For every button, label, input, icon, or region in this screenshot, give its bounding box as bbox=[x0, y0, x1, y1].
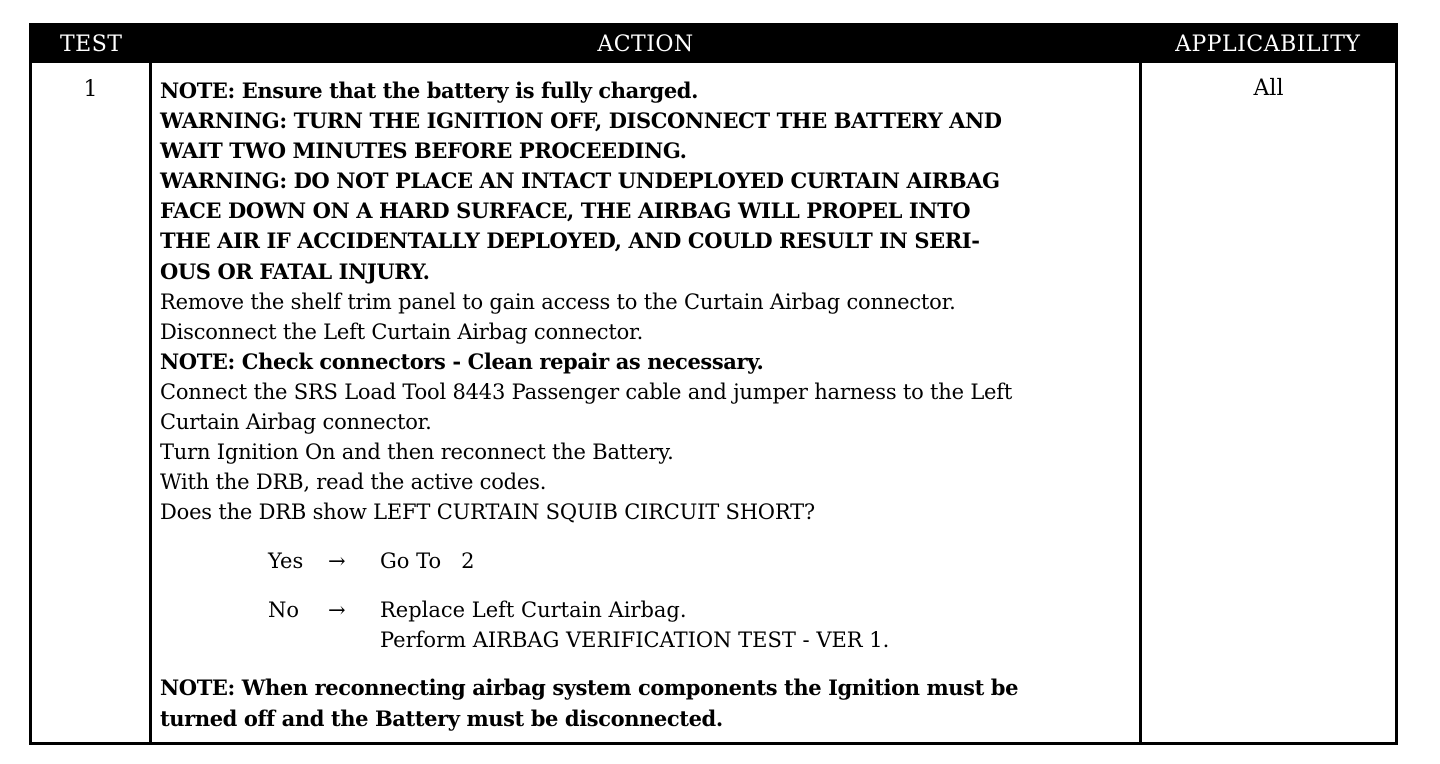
header-test: TEST bbox=[31, 25, 151, 64]
step-disconnect-connector: Disconnect the Left Curtain Airbag connector. bbox=[160, 319, 644, 344]
closing-note-line-2: turned off and the Battery must be disconnected. bbox=[160, 705, 723, 731]
table-row bbox=[31, 63, 1397, 744]
test-number: 1 bbox=[31, 63, 151, 744]
applicability-value: All bbox=[1253, 76, 1284, 101]
diagnostic-procedure-table bbox=[29, 23, 1398, 745]
answer-no-line-1: Replace Left Curtain Airbag. bbox=[380, 598, 687, 623]
header-action: ACTION bbox=[151, 25, 1141, 64]
answer-no bbox=[268, 595, 1133, 655]
connector-note: NOTE: Check connectors - Clean repair as necessary. bbox=[160, 348, 764, 374]
airbag-warning-line-3: THE AIR IF ACCIDENTALLY DEPLOYED, AND COULD RESULT IN SERI- bbox=[160, 228, 980, 254]
battery-note: NOTE: Ensure that the battery is fully charged. bbox=[160, 78, 698, 103]
answer-yes-text bbox=[380, 546, 475, 576]
airbag-warning-line-1: WARNING: DO NOT PLACE AN INTACT UNDEPLOYED CURTAIN AIRBAG bbox=[160, 168, 1000, 194]
header-applicability: APPLICABILITY bbox=[1141, 25, 1397, 64]
header-row bbox=[31, 25, 1397, 64]
closing-note bbox=[160, 673, 1133, 733]
step-remove-trim: Remove the shelf trim panel to gain access to the Curtain Airbag connector. bbox=[160, 289, 956, 314]
step-connect-load-tool-line-2: Curtain Airbag connector. bbox=[160, 410, 432, 435]
answer-no-text bbox=[380, 595, 889, 655]
closing-note-line-1: NOTE: When reconnecting airbag system components the Ignition must be bbox=[160, 675, 1019, 701]
test-question: Does the DRB show LEFT CURTAIN SQUIB CIRCUIT SHORT? bbox=[160, 500, 815, 525]
answer-options bbox=[268, 546, 1133, 655]
right-arrow-icon: → bbox=[328, 549, 346, 574]
right-arrow-icon: → bbox=[328, 598, 346, 623]
action-steps bbox=[160, 76, 1133, 527]
answer-no-line-2: Perform AIRBAG VERIFICATION TEST - VER 1. bbox=[380, 628, 890, 653]
step-connect-load-tool-line-1: Connect the SRS Load Tool 8443 Passenger cable and jumper harness to the Left bbox=[160, 379, 1013, 404]
ignition-warning-line-2: WAIT TWO MINUTES BEFORE PROCEEDING. bbox=[160, 138, 687, 164]
action-cell bbox=[151, 63, 1141, 744]
ignition-warning-line-1: WARNING: TURN THE IGNITION OFF, DISCONNECT THE BATTERY AND bbox=[160, 108, 1002, 134]
answer-yes-goto: Go To 2 bbox=[380, 549, 475, 574]
step-read-codes: With the DRB, read the active codes. bbox=[160, 470, 547, 495]
airbag-warning-line-2: FACE DOWN ON A HARD SURFACE, THE AIRBAG WILL PROPEL INTO bbox=[160, 198, 971, 224]
answer-yes bbox=[268, 546, 1133, 576]
step-ignition-on: Turn Ignition On and then reconnect the Battery. bbox=[160, 440, 674, 465]
airbag-warning-line-4: OUS OR FATAL INJURY. bbox=[160, 258, 430, 284]
answer-no-label: No bbox=[268, 598, 300, 623]
answer-yes-label: Yes bbox=[268, 549, 304, 574]
